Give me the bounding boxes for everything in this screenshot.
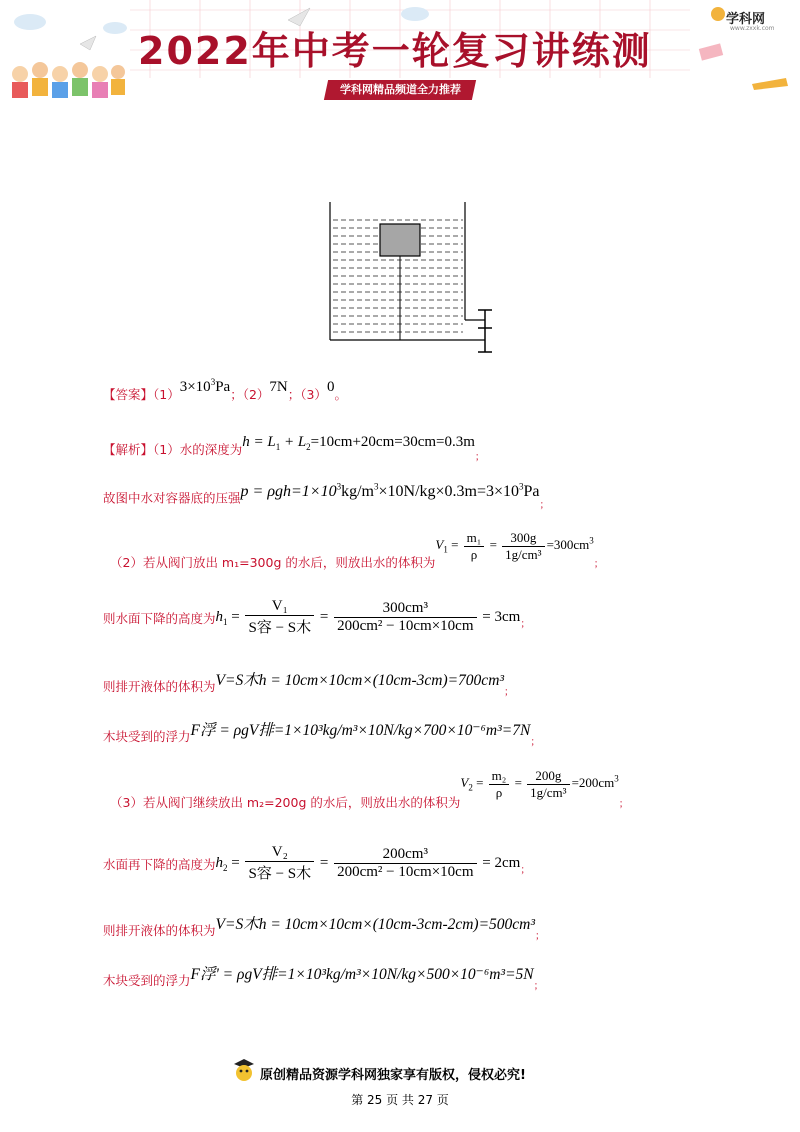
container-diagram: [325, 200, 505, 360]
analysis-line-9: 则排开液体的体积为V=S木$h = 10cm\times 10cm\times(10cm-3cm-2cm)=500cm^3_;$: [103, 916, 546, 942]
page-header: [0, 0, 800, 110]
analysis-line-2: 故图中水对容器底的压强$p = \rho gh=1\times 10^3kg/m^3\times 10N/kg\times 0.3m=3\times 10^3Pa_;$: [103, 482, 550, 512]
analysis-line-3: （2）若从阀门放出 m₁=300g 的水后，则放出水的体积为$V_1$ = $\frac{\text{m₁}}{\rho}$ = $\frac{300g}{\text{1g/cm³}}$ $=300cm^3_;$: [110, 530, 604, 571]
answer-line: 【答案】$(1)3\times 10^3Pa$；（2）7N；（3）0。: [103, 377, 347, 402]
copyright-notice: 原创精品资源学科网独家享有版权，侵权必究!: [260, 1068, 526, 1083]
analysis-line-1: 【解析】（1）水的深度为$h = L_1 + L_2=10cm+20cm=30cm=0.3m_;$: [103, 434, 485, 463]
analysis-line-10: 木块受到的浮力F浮' = ρgV排$=1\times 10^3kg/m^3\times 10N/kg\times 500\times 10^{-6}m^3=5N_;$: [103, 966, 544, 992]
answer-3: 0: [326, 379, 335, 395]
answer-2: 7N: [269, 379, 288, 395]
analysis-line-4: 则水面下降的高度为$h_1$ = $\frac{\text{V₁}}{\text{S容 − S木}}$ = $\frac{\text{300cm³}}{\text{200cm² − 10cm×10cm}}$ = $3cm_;$: [103, 598, 531, 636]
answer-label: 【答案】: [103, 387, 154, 402]
analysis-label: 【解析】: [103, 442, 154, 457]
analysis-line-7: （3）若从阀门继续放出 m₂=200g 的水后，则放出水的体积为$V_2$ = $\frac{\text{m₂}}{\rho}$ = $\frac{200g}{\text{1g/cm³}}$ $=200cm^3_;$: [110, 768, 629, 811]
page-number: 第 25 页 共 27 页: [351, 1093, 449, 1107]
site-logo-url: www.zxxk.com: [730, 25, 775, 32]
analysis-line-6: 木块受到的浮力F浮 = ρgV排$=1\times 10^3kg/m^3\times 10N/kg\times 700\times 10^{-6}m^3=7N_;$: [103, 722, 541, 748]
wooden-block: [380, 224, 420, 256]
header-title: 2022年中考一轮复习讲练测: [138, 29, 652, 73]
site-logo: 学科网: [726, 12, 766, 27]
analysis-line-8: 水面再下降的高度为$h_2$ = $\frac{\text{V₂}}{\text{S容 − S木}}$ = $\frac{\text{200cm³}}{\text{200cm² − 10cm×10cm}}$ = $2cm_;$: [103, 844, 531, 882]
kids-illustration: [12, 62, 125, 98]
header-banner: 学科网精品频道全力推荐: [324, 80, 476, 100]
analysis-line-5: 则排开液体的体积为V=S木$h = 10cm\times 10cm\times(10cm-3cm)=700cm^3_;$: [103, 672, 515, 698]
answer-1: $3\times 10^3Pa$: [179, 377, 231, 395]
mascot-icon: [232, 1058, 256, 1084]
